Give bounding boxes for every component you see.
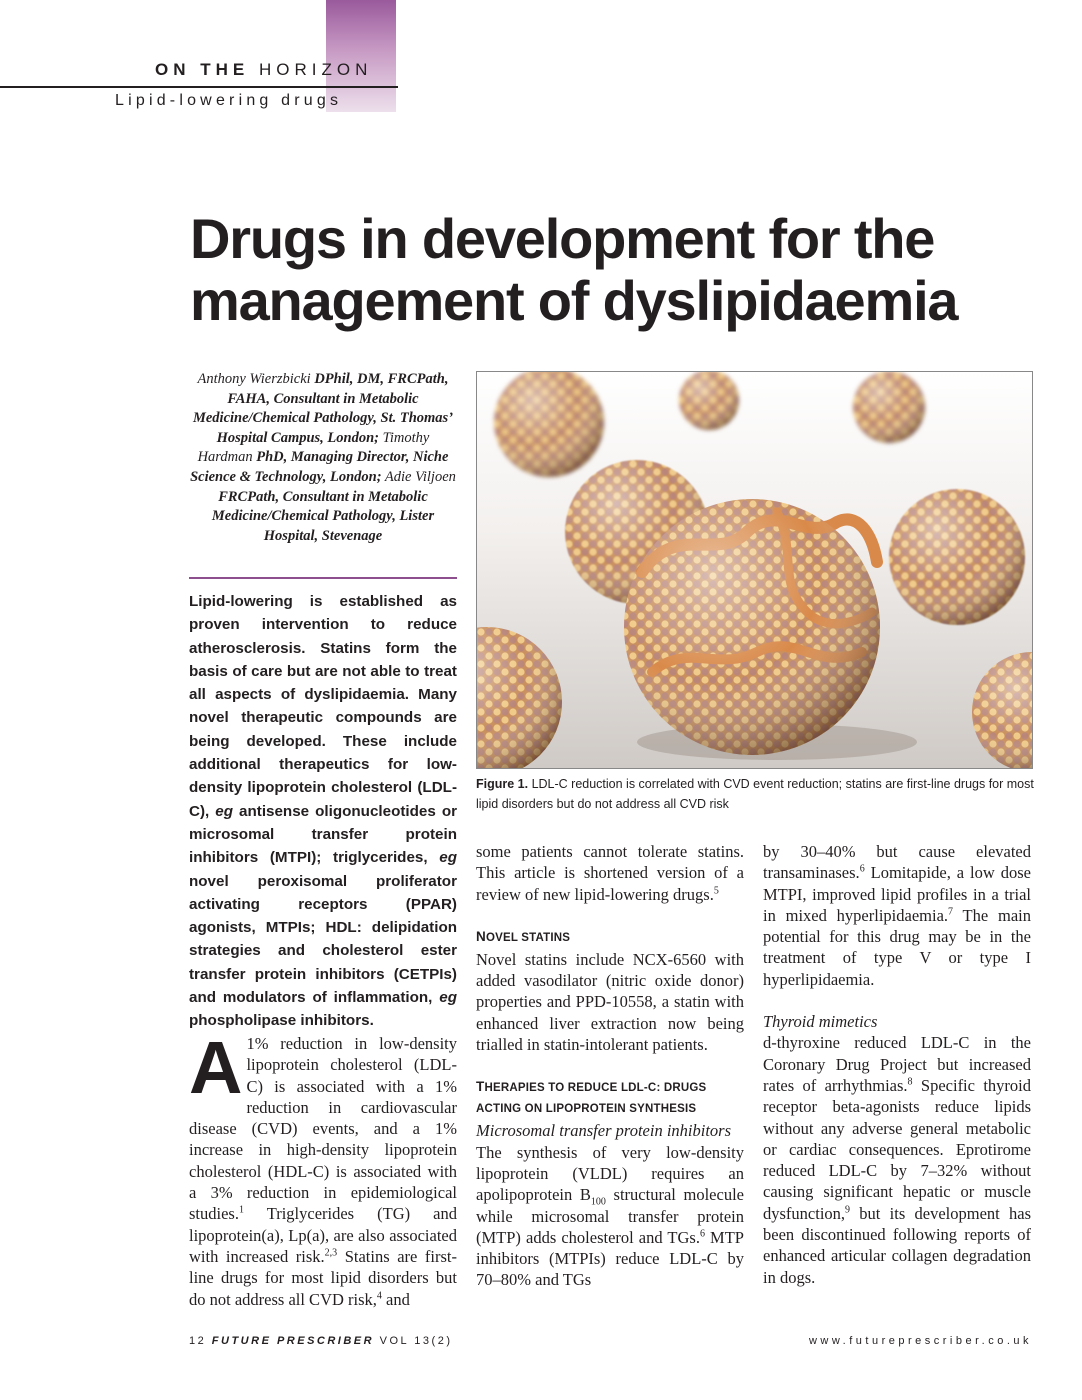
subheading-novel-statins: NOVEL STATINS bbox=[476, 928, 571, 944]
author-affiliation-1: DPhil, DM, FRCPath, FAHA, Consultant in Metabolic Medicine/Chemical Pathology, St. Thomas’ Hospital Campus, London; bbox=[192, 371, 454, 446]
author-name-2: Timothy Hardman bbox=[197, 429, 430, 466]
paragraph: by 30–40% but cause elevated transaminases.$^6$ Lomitapide, a low dose MTPI, improved lipid profiles in a trial in mixed hyperlipidaemia.$^7$ The main potential for this drug may be in the treatment of type V or type I hyperlipidaemia. bbox=[763, 842, 1031, 989]
main-lipoprotein-particle bbox=[624, 499, 880, 755]
body-column-3 bbox=[763, 841, 1031, 1288]
title-line-2: management of dyslipidaemia bbox=[190, 269, 958, 332]
body-column-1: A 1% reduction in low-density lipoprotein cholesterol (LDL-C) is associated with a 1% reduction in cardiovascular disease (CVD) events, and a 1% increase in high-density lipoprotein cholesterol (HDL-C) is associated with a 3% reduction in epidemiological studies.$^1$ Triglycerides (TG) and lipoprotein(a), Lp(a), are also associated with increased risk.$^{2,3}$ Statins are first-line drugs for most lipid disorders but do not address all CVD risk,$^4$ and bbox=[189, 1026, 458, 1309]
paragraph: The synthesis of very low-density lipoprotein (VLDL) requires an apolipoprotein $B_{100}$ structural molecule while microsomal transfer protein (MTP) adds cholesterol and TGs.$^6$ MTP inhibitors (MTPIs) reduce LDL-C by 70–80% and TGs bbox=[476, 1142, 744, 1290]
paragraph: some patients cannot tolerate statins. This article is shortened version of a review of new lipid-lowering drugs.$^5$ bbox=[476, 842, 744, 904]
article-title bbox=[190, 208, 1050, 332]
author-affiliation-3: FRCPath, Consultant in Metabolic Medicine/Chemical Pathology, Lister Hospital, Stevenage bbox=[211, 488, 435, 544]
section-label: Lipid-lowering drugs bbox=[115, 92, 343, 109]
background-particle-5 bbox=[889, 489, 1025, 625]
kicker: ON THE HORIZON bbox=[155, 60, 373, 79]
figure-caption-text: LDL-C reduction is correlated with CVD event reduction; statins are first-line drugs for most lipid disorders but do not address all CVD risk bbox=[476, 777, 1034, 811]
paragraph: d-thyroxine reduced LDL-C in the Coronary Drug Project but increased rates of arrhythmias.$^8$ Specific thyroid receptor beta-agonists reduce lipids without any adverse general metabolic or cardiac consequences. Eprotirome reduced LDL-C by 7–32% without causing significant hepatic or muscle dysfunction,$^9$ but its development has been discontinued following reports of enhanced articular collagen degradation in dogs. bbox=[763, 1033, 1031, 1287]
author-name-1: Anthony Wierzbicki bbox=[197, 371, 311, 387]
standfirst: Lipid-lowering is established as proven intervention to reduce atherosclerosis. Statins form the basis of care but are not able to treat all aspects of dyslipidaemia. Many novel therapeutic compounds are being developed. These include additional therapeutics for low-density lipoprotein cholesterol (LDL-C), eg antisense oligonucleotides or microsomal transfer protein inhibitors (MTPI); triglycerides, eg novel peroxisomal proliferator activating receptors (PPAR) agonists, MTPIs; HDL: delipidation strategies and cholesterol ester transfer protein inhibitors (CETPIs) and modulators of inflammation, eg phospholipase inhibitors. bbox=[189, 593, 458, 1030]
author-block bbox=[189, 370, 457, 546]
footer-website: www.futureprescriber.co.uk bbox=[808, 1335, 1032, 1347]
foreground-particle-right bbox=[972, 652, 1032, 768]
body-column-2 bbox=[476, 841, 744, 1291]
drop-cap: A bbox=[189, 1026, 243, 1109]
header-rule bbox=[0, 86, 398, 88]
subheading-ldl-therapies: THERAPIES TO REDUCE LDL-C: DRUGS ACTING ON LIPOPROTEIN SYNTHESIS bbox=[476, 1079, 707, 1116]
background-particle-3 bbox=[853, 372, 925, 443]
background-particle-2 bbox=[679, 372, 739, 430]
lipoprotein-particles-image bbox=[477, 372, 1032, 768]
author-name-3: Adie Viljoen bbox=[381, 468, 456, 485]
background-particle-1 bbox=[494, 372, 604, 477]
figure-caption bbox=[476, 774, 1036, 814]
figure-label: Figure 1. bbox=[476, 777, 529, 791]
paragraph: Novel statins include NCX-6560 with added vasodilator (nitric oxide donor) properties and PPD-10558, a statin with enhanced liver extraction now being trialled in statin-intolerant patients. bbox=[476, 949, 744, 1055]
title-line-1: Drugs in development for the bbox=[190, 207, 935, 270]
footer-page-info: 12 FUTURE PRESCRIBER VOL 13(2) bbox=[189, 1335, 453, 1347]
author-affiliation-2: PhD, Managing Director, Niche Science & Technology, London; bbox=[190, 449, 449, 485]
subsubheading-mtp-inhibitors: Microsomal transfer protein inhibitors bbox=[476, 1121, 731, 1141]
figure-lipoprotein-illustration bbox=[476, 371, 1033, 769]
foreground-particle-left bbox=[477, 627, 562, 768]
purple-divider bbox=[189, 577, 457, 579]
subsubheading-thyroid-mimetics: Thyroid mimetics bbox=[763, 1012, 878, 1032]
